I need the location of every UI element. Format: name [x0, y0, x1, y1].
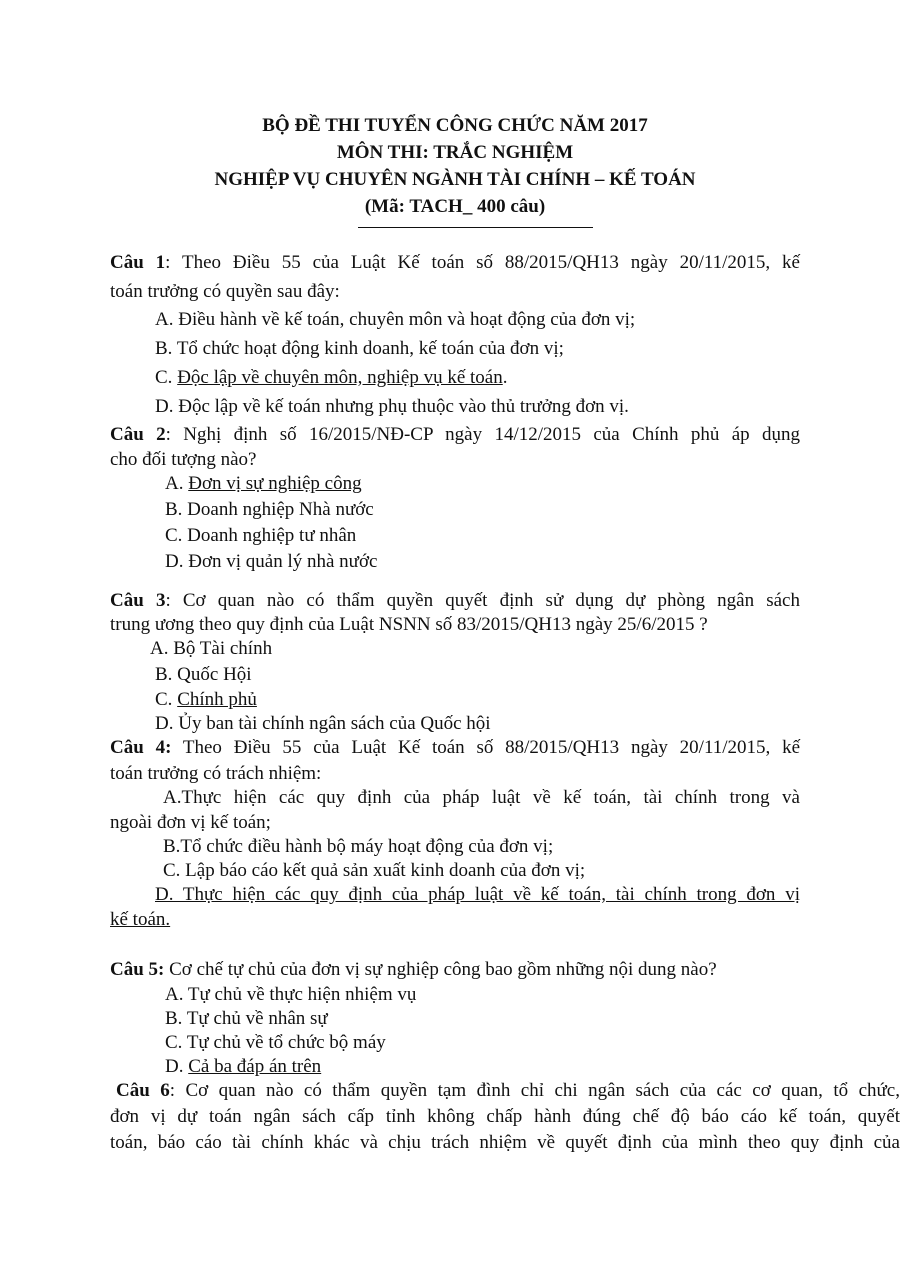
question-1-label: Câu 1 — [110, 252, 166, 273]
document-title: BỘ ĐỀ THI TUYỂN CÔNG CHỨC NĂM 2017 — [262, 115, 648, 136]
question-5-option-c: C. Tự chủ về tổ chức bộ máy — [165, 1032, 386, 1053]
question-6-line-2: đơn vị dự toán ngân sách cấp tỉnh không chấp hành đúng chế độ báo cáo kế toán, quyết — [110, 1106, 900, 1127]
question-2-label: Câu 2 — [110, 424, 166, 445]
exam-subject: MÔN THI: TRẮC NGHIỆM — [336, 142, 574, 163]
question-4-text: Theo Điều 55 của Luật Kế toán số 88/2015/QH13 ngày 20/11/2015, kế — [171, 737, 800, 758]
question-5-option-a: A. Tự chủ về thực hiện nhiệm vụ — [165, 984, 417, 1005]
question-6-text: : Cơ quan nào có thẩm quyền tạm đình chỉ chi ngân sách của các cơ quan, tổ chức, — [169, 1080, 900, 1101]
question-3-option-c — [155, 689, 257, 711]
question-2-option-d: D. Đơn vị quản lý nhà nước — [165, 551, 378, 572]
question-1-option-c — [155, 367, 508, 389]
question-3-option-c-letter: C. — [155, 689, 178, 710]
question-6-label: Câu 6 — [116, 1080, 170, 1101]
question-4-option-a-line-1: A.Thực hiện các quy định của pháp luật về kế toán, tài chính trong và — [163, 787, 800, 808]
header-divider — [358, 227, 593, 228]
question-4-correct-answer-line-2: kế toán. — [110, 909, 171, 930]
question-1-option-d: D. Độc lập về kế toán nhưng phụ thuộc vào thủ trưởng đơn vị. — [155, 396, 629, 417]
question-3-line-2: trung ương theo quy định của Luật NSNN số 83/2015/QH13 ngày 25/6/2015 ? — [110, 614, 708, 635]
question-2-line-2: cho đối tượng nào? — [110, 449, 257, 470]
question-2-line-1 — [110, 424, 800, 446]
question-1-line-2: toán trưởng có quyền sau đây: — [110, 281, 340, 302]
question-1-line-1 — [110, 252, 800, 274]
question-1-correct-answer: Độc lập về chuyên môn, nghiệp vụ kế toán — [177, 367, 503, 388]
question-2-option-b: B. Doanh nghiệp Nhà nước — [165, 499, 374, 520]
question-5-option-d-letter: D. — [165, 1056, 189, 1077]
question-3-option-a: A. Bộ Tài chính — [150, 638, 273, 659]
question-4-line-1 — [110, 737, 800, 759]
question-3-correct-answer: Chính phủ — [177, 689, 257, 710]
question-5-option-d — [165, 1056, 321, 1078]
exam-field: NGHIỆP VỤ CHUYÊN NGÀNH TÀI CHÍNH – KẾ TOÁN — [214, 169, 696, 190]
question-4-label: Câu 4: — [110, 737, 172, 758]
question-2-option-c: C. Doanh nghiệp tư nhân — [165, 525, 357, 546]
question-3-label: Câu 3 — [110, 590, 166, 611]
question-2-option-a-letter: A. — [165, 473, 189, 494]
question-3-option-d: D. Ủy ban tài chính ngân sách của Quốc hội — [155, 713, 491, 734]
question-3-option-b: B. Quốc Hội — [155, 664, 252, 685]
question-2-correct-answer: Đơn vị sự nghiệp công — [188, 473, 362, 494]
question-3-line-1 — [110, 590, 800, 612]
question-1-option-c-letter: C. — [155, 367, 178, 388]
question-5-line-1 — [110, 959, 717, 981]
question-2-text: : Nghị định số 16/2015/NĐ-CP ngày 14/12/2015 của Chính phủ áp dụng — [165, 424, 800, 445]
question-5-correct-answer: Cả ba đáp án trên — [188, 1056, 322, 1077]
question-1-answer-suffix: . — [502, 367, 508, 388]
question-6-line-1 — [116, 1080, 900, 1102]
question-2-option-a — [165, 473, 362, 495]
exam-code: (Mã: TACH_ 400 câu) — [364, 196, 546, 217]
question-6-line-3: toán, báo cáo tài chính khác và chịu trách nhiệm về quyết định của mình theo quy định của — [110, 1132, 900, 1153]
question-3-text: : Cơ quan nào có thẩm quyền quyết định sử dụng dự phòng ngân sách — [165, 590, 800, 611]
question-4-correct-answer-line-1: D. Thực hiện các quy định của pháp luật về kế toán, tài chính trong đơn vị — [155, 884, 800, 905]
question-4-line-2: toán trưởng có trách nhiệm: — [110, 763, 322, 784]
question-1-option-a: A. Điều hành về kế toán, chuyên môn và hoạt động của đơn vị; — [155, 309, 636, 330]
question-1-option-b: B. Tổ chức hoạt động kinh doanh, kế toán của đơn vị; — [155, 338, 564, 359]
question-4-option-c: C. Lập báo cáo kết quả sản xuất kinh doanh của đơn vị; — [163, 860, 586, 881]
question-1-text: : Theo Điều 55 của Luật Kế toán số 88/2015/QH13 ngày 20/11/2015, kế — [165, 252, 800, 273]
question-5-option-b: B. Tự chủ về nhân sự — [165, 1008, 328, 1029]
question-5-label: Câu 5: — [110, 959, 165, 980]
question-4-option-b: B.Tổ chức điều hành bộ máy hoạt động của đơn vị; — [163, 836, 554, 857]
question-4-option-a-line-2: ngoài đơn vị kế toán; — [110, 812, 271, 833]
question-5-text: Cơ chế tự chủ của đơn vị sự nghiệp công bao gồm những nội dung nào? — [164, 959, 717, 980]
